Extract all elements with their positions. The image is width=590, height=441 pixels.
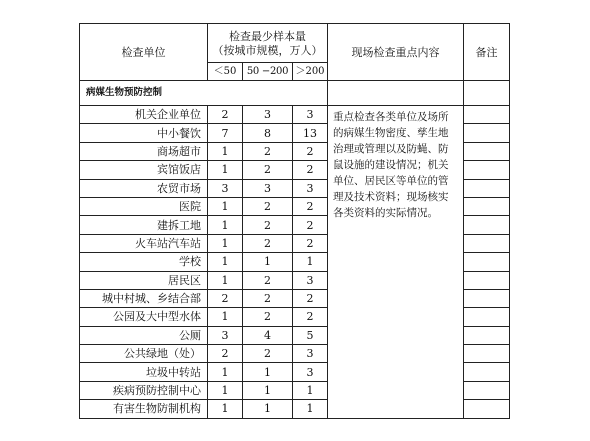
sample-medium-value: 2 (243, 271, 293, 289)
sample-medium-value: 3 (243, 179, 293, 197)
remarks-cell (464, 142, 510, 160)
sample-large-value: 2 (293, 308, 328, 326)
remarks-cell (464, 326, 510, 344)
remarks-cell (464, 363, 510, 381)
unit-name: 有害生物防制机构 (80, 400, 208, 418)
sample-small-value: 3 (208, 179, 243, 197)
header-sample-title: 检查最少样本量 (229, 29, 306, 43)
remarks-cell (464, 216, 510, 234)
sample-small-value: 1 (208, 161, 243, 179)
sample-large-value: 3 (293, 345, 328, 363)
sample-large-value: 3 (293, 363, 328, 381)
remarks-cell (464, 161, 510, 179)
sample-small-value: 1 (208, 197, 243, 215)
sample-large-value: 1 (293, 381, 328, 399)
remarks-cell (464, 345, 510, 363)
sample-large-value: 13 (293, 124, 328, 142)
sample-large-value: 2 (293, 216, 328, 234)
sample-large-value: 2 (293, 197, 328, 215)
sample-medium-value: 1 (243, 253, 293, 271)
header-focus: 现场检查重点内容 (328, 24, 464, 81)
sample-large-value: 3 (293, 106, 328, 124)
sample-medium-value: 2 (243, 161, 293, 179)
sample-small-value: 7 (208, 124, 243, 142)
sample-small-value: 1 (208, 308, 243, 326)
sample-medium-value: 2 (243, 345, 293, 363)
focus-content: 重点检查各类单位及场所的病媒生物密度、孳生地治理或管理以及防蝇、防鼠设施的建设情况；机关单位、居民区等单位的管理及技术资料；现场核实各类资料的实际情况。 (328, 106, 464, 419)
sample-large-value: 1 (293, 253, 328, 271)
sample-small-value: 1 (208, 216, 243, 234)
unit-name: 城中村城、乡结合部 (80, 289, 208, 307)
unit-name: 商场超市 (80, 142, 208, 160)
remarks-cell (464, 197, 510, 215)
sample-large-value: 2 (293, 142, 328, 160)
remarks-cell (464, 179, 510, 197)
sample-small-value: 1 (208, 363, 243, 381)
section-title: 病媒生物预防控制 (80, 81, 328, 106)
sample-medium-value: 2 (243, 142, 293, 160)
remarks-cell (464, 400, 510, 418)
sample-medium-value: 4 (243, 326, 293, 344)
sample-large-value: 1 (293, 400, 328, 418)
unit-name: 机关企业单位 (80, 106, 208, 124)
unit-name: 中小餐饮 (80, 124, 208, 142)
remarks-cell (464, 106, 510, 124)
sample-large-value: 3 (293, 179, 328, 197)
remarks-cell (464, 289, 510, 307)
section-remarks-cell (464, 81, 510, 106)
table-row (80, 106, 510, 124)
sample-large-value: 5 (293, 326, 328, 344)
unit-name: 公厕 (80, 326, 208, 344)
remarks-cell (464, 124, 510, 142)
unit-name: 居民区 (80, 271, 208, 289)
sample-small-value: 1 (208, 142, 243, 160)
sample-medium-value: 2 (243, 197, 293, 215)
sample-medium-value: 2 (243, 216, 293, 234)
unit-name: 宾馆饭店 (80, 161, 208, 179)
sample-medium-value: 1 (243, 381, 293, 399)
header-sample-size (208, 24, 328, 63)
sample-medium-value: 1 (243, 363, 293, 381)
sample-large-value: 2 (293, 161, 328, 179)
sample-medium-value: 2 (243, 289, 293, 307)
header-scale-small: ＜50 (208, 63, 243, 81)
section-focus-cell (328, 81, 464, 106)
remarks-cell (464, 253, 510, 271)
sample-medium-value: 2 (243, 234, 293, 252)
remarks-cell (464, 308, 510, 326)
sample-small-value: 1 (208, 271, 243, 289)
unit-name: 公共绿地（处） (80, 345, 208, 363)
sample-large-value: 2 (293, 234, 328, 252)
sample-medium-value: 1 (243, 400, 293, 418)
sample-small-value: 1 (208, 381, 243, 399)
sample-large-value: 3 (293, 271, 328, 289)
header-scale-large: ＞200 (293, 63, 328, 81)
header-unit: 检查单位 (80, 24, 208, 81)
remarks-cell (464, 271, 510, 289)
sample-small-value: 2 (208, 106, 243, 124)
unit-name: 建拆工地 (80, 216, 208, 234)
unit-name: 学校 (80, 253, 208, 271)
header-remarks: 备注 (464, 24, 510, 81)
sample-small-value: 1 (208, 400, 243, 418)
sample-medium-value: 8 (243, 124, 293, 142)
unit-name: 公园及大中型水体 (80, 308, 208, 326)
remarks-cell (464, 381, 510, 399)
unit-name: 垃圾中转站 (80, 363, 208, 381)
remarks-cell (464, 234, 510, 252)
sample-small-value: 2 (208, 289, 243, 307)
header-scale-medium: 50 −200 (243, 63, 293, 81)
sample-medium-value: 3 (243, 106, 293, 124)
header-sample-subtitle: （按城市规模，万人） (212, 43, 323, 57)
unit-name: 火车站汽车站 (80, 234, 208, 252)
inspection-table (79, 23, 510, 419)
sample-small-value: 3 (208, 326, 243, 344)
unit-name: 疾病预防控制中心 (80, 381, 208, 399)
sample-small-value: 1 (208, 234, 243, 252)
unit-name: 农贸市场 (80, 179, 208, 197)
sample-small-value: 1 (208, 253, 243, 271)
sample-large-value: 2 (293, 289, 328, 307)
sample-medium-value: 2 (243, 308, 293, 326)
unit-name: 医院 (80, 197, 208, 215)
sample-small-value: 2 (208, 345, 243, 363)
